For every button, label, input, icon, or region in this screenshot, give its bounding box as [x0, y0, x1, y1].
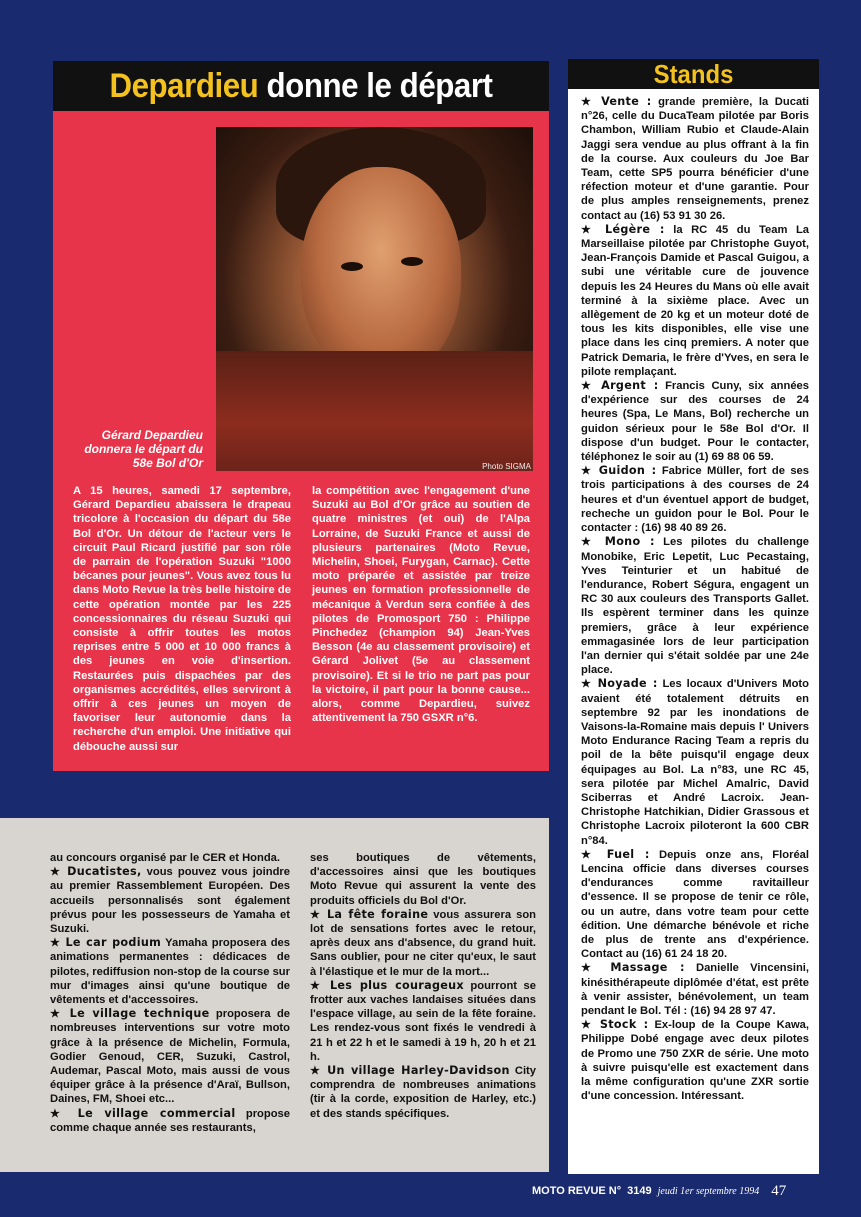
- village-item: ★ Un village Harley-Davidson City comprendra de nombreuses animations (tir à la corde, exposition de Harley, etc.) et des stands spécifiques.: [310, 1064, 536, 1120]
- village-item-text: pourront se frotter aux vaches landaises situées dans l'espace village, au sein de la fête foraine. Les rendez-vous sont fixés le vendredi à 21 h et 22 h et le samedi à 19 h, 20 h et 21 h.: [310, 979, 536, 1063]
- stands-item-text: Depuis onze ans, Floréal Lencina officie dans diverses courses d'endurances comme ravitailleur d'essence. Il se propose de tenir ce rôle, ou un autre, dans votre team pour cette édition. Une démarche bénévole et riche de plus de trente ans d'expérience. Contact au (16) 61 24 18 20.: [581, 848, 809, 961]
- village-item: ★ La fête foraine vous assurera son lot de sensations fortes avec le retour, après deux ans d'absence, du grand huit. Sans oublier, pour ne citer qu'eux, le saut à l'élastique et le mur de la mort...: [310, 907, 536, 978]
- village-item: [310, 851, 536, 908]
- stands-item: ★ Argent : Francis Cuny, six années d'expérience sur des courses de 24 heures (Spa, Le Mans, Bol) recherche un guidon sérieux pour le 58e Bol d'Or. Il dispose d'un budget. Pour le contacter, téléphonez le soir au (1) 69 88 06 59.: [581, 379, 809, 464]
- article-column-2: la compétition avec l'engagement d'une Suzuki au Bol d'Or grâce au soutien de quatre ministres (et oui) de l'Alpa Lorraine, de Suzuki France et aussi de plusieurs partenaires (Moto Revue, Michelin, Shoei, Furygan, Carnac). Cette moto préparée et assistée par treize jeunes en formation professionnelle de mécanique à Verdun sera confiée à des pilotes de Promosport 750 : Philippe Pinchedez (champion 94) Jean-Yves Besson (4e au classement provisoire) et Gérard Jolivet (5e au classement provisoire). Et si le trio ne part pas pour la victoire, il part pour la bonne cause... alors, comme Depardieu, suivez attentivement la 750 GSXR n°6.: [312, 485, 530, 725]
- stands-item-text: Ex-loup de la Coupe Kawa, Philippe Dobé engage avec deux pilotes de Promo une 750 ZXR de série. Une moto à suivre puisqu'elle est exactement dans la même configuration qu'une ZXR sortie d'une concession. Intéressant.: [581, 1019, 809, 1103]
- stands-item: ★ Mono : Les pilotes du challenge Monobike, Eric Lepetit, Luc Pecastaing, Yves Teinturier et un habitué de l'endurance, Robert Ségura, engagent un RC 30 aux couleurs des Transports Gallet. Ils espèrent terminer dans les quinze premiers, grâce à leur expérience emmagasinée lors de leur participation l'an dernier qui s'était soldée par une 24e place.: [581, 535, 809, 677]
- village-item: ★ Le car podium Yamaha proposera des animations permanentes : dédicaces de pilotes, rediffusion non-stop de la course sur mur d'images ainsi qu'une boutique de vêtements et d'accessoires.: [50, 936, 291, 1007]
- stands-item-text: Danielle Vincensini, kinésithérapeute diplômée d'état, est prête à venir assister, bénévolement, un team pendant le Bol. Tél : (16) 94 28 97 47.: [581, 962, 810, 1017]
- stands-title: Stands: [653, 58, 734, 89]
- stands-item: ★ Guidon : Fabrice Müller, fort de ses trois participations à des courses de 24 heures et d'un éventuel apport de budget, recheche un guidon pour le Bol. Pour le contacter : (16) 98 40 89 26.: [581, 464, 809, 535]
- issue-date: jeudi 1er septembre 1994: [657, 1185, 760, 1197]
- village-keyword: Le village commercial: [77, 1106, 236, 1120]
- village-item-text: au concours organisé par le CER et Honda.: [50, 852, 281, 864]
- stands-item-text: Les pilotes du challenge Monobike, Eric Lepetit, Luc Pecastaing, Yves Teinturier et un habitué de l'endurance, Robert Ségura, engagent un RC 30 aux couleurs des Transports Gallet. Ils espèrent terminer dans les quinze premiers, grâce à leur expérience emmagasinée lors de leur participation l'an dernier qui s'était soldée par une 24e place.: [581, 536, 809, 677]
- depardieu-photo: [216, 127, 533, 471]
- photo-caption: Gérard Depardieu donnera le départ du 58e Bol d'Or: [84, 428, 203, 470]
- village-item-text: vous pouvez vous joindre au premier Rassemblement Européen. Des accueils personnalisés sont également prévus pour les possesseurs de Yamaha et Suzuki.: [50, 866, 290, 936]
- village-keyword: Le village technique: [69, 1007, 210, 1021]
- article-title: [73, 61, 529, 111]
- stands-item: ★ Légère : la RC 45 du Team La Marseillaise pilotée par Christophe Guyot, Jean-François Damide et Pascal Guigou, a subi une véritable cure de jouvence depuis les 24 Heures du Mans où elle avait terminé à la sixième place. Avec un allègement de 20 kg et un moteur doté de tous les kits disponibles, elle vise une place dans les cinq premiers. A noter que Patrick Demaria, le frère d'Yves, en sera le pilote remplaçant.: [581, 222, 810, 378]
- village-keyword: Un village Harley-Davidson: [327, 1064, 510, 1078]
- village-item: [50, 851, 290, 865]
- stands-item: ★ Stock : Ex-loup de la Coupe Kawa, Philippe Dobé engage avec deux pilotes de Promo une 750 ZXR de série. Une moto à suivre puisqu'elle est exactement dans la même configuration qu'une ZXR sortie d'une concession. Intéressant.: [581, 1018, 809, 1103]
- page-number: 47: [771, 1182, 787, 1199]
- magazine-name: MOTO REVUE N°: [532, 1185, 622, 1197]
- village-item: ★ Ducatistes, vous pouvez vous joindre au premier Rassemblement Européen. Des accueils personnalisés sont également prévus pour les possesseurs de Yamaha et Suzuki.: [50, 865, 290, 936]
- village-item-text: propose comme chaque année ses restaurants,: [50, 1107, 290, 1134]
- title-highlight: Depardieu: [109, 66, 259, 105]
- village-item-text: ses boutiques de vêtements, d'accessoires ainsi que les boutiques Moto Revue qui assurent la vente des produits officiels du Bol d'Or.: [310, 852, 536, 907]
- village-keyword: La fête foraine: [327, 907, 429, 921]
- article-column-1: A 15 heures, samedi 17 septembre, Gérard Depardieu abaissera le drapeau tricolore à l'occasion du départ du 58e Bol d'Or. Un détour de l'acteur vers le circuit Paul Ricard justifié par son rôle de parrain de l'opération Suzuki "1000 bécanes pour jeunes". Vous avez tous lu dans Moto Revue la très belle histoire de cette opération montée par les 225 concessionnaires du réseau Suzuki qui consiste à offrir toutes les motos reprises entre 5 000 et 10 000 francs à des jeunes en voie d'insertion. Restaurées puis dispachées par des organismes accrédités, elles serviront à offrir à ces jeunes un moyen de favoriser leur autonomie dans la recherche d'un emploi. Une initiative qui débouche aussi sur: [73, 485, 291, 753]
- stands-item: ★ Vente : grande première, la Ducati n°26, celle du DucaTeam pilotée par Boris Chambon, William Rubio et Claude-Alain Jaggi sera vendue au plus offrant à la fin de la course. Aux couleurs du Joe Bar Team, cette SP5 pourra bénéficier d'une réfection moteur et d'une garantie. Pour de plus amples renseignements, prenez contact au (16) 53 91 30 26.: [581, 95, 809, 222]
- village-item: ★ Le village commercial propose comme chaque année ses restaurants,: [50, 1106, 290, 1134]
- stands-keyword: Stock :: [599, 1018, 649, 1032]
- issue-number: 3149: [627, 1185, 652, 1197]
- village-item-text: City comprendra de nombreuses animations (tir à la corde, exposition de Harley, etc.) et des stands spécifiques.: [310, 1065, 536, 1120]
- village-item: ★ Les plus courageux pourront se frotter aux vaches landaises situées dans l'espace village, au sein de la fête foraine. Les rendez-vous sont fixés le vendredi à 21 h et 22 h et le samedi à 19 h, 20 h et 21 h.: [310, 978, 536, 1063]
- village-item: ★ Le village technique proposera de nombreuses interventions sur votre moto grâce à la présence de Michelin, Formula, Godier Genoud, CER, Suzuki, Castrol, Audemar, Pascal Moto, mais aussi de vous équiper grâce à la présence d'Araï, Bullson, Daines, FM, Shoei etc...: [50, 1007, 291, 1106]
- stands-item-text: grande première, la Ducati n°26, celle du DucaTeam pilotée par Boris Chambon, William Rubio et Claude-Alain Jaggi sera vendue au plus offrant à la fin de la course. Aux couleurs du Joe Bar Team, cette SP5 pourra bénéficier d'une réfection moteur et d'une garantie. Pour de plus amples renseignements, prenez contact au (16) 53 91 30 26.: [581, 96, 809, 222]
- village-column-2: [310, 851, 536, 1121]
- stands-item-text: Les locaux d'Univers Moto avaient été totalement détruits en septembre 92 par les inondations de Vaisons-la-Romaine mais depuis l' Univers Moto Endurance Racing Team a repris du poil de la bête puisqu'il engage deux équipages au Bol. La n°83, une RC 45, sera pilotée par Michel Amalric, David Sciberras et André Lacroix. Jean-Christophe Hatchikian, Didier Grassous et Christophe Lacroix piloteront la 600 CBR n°84.: [581, 678, 809, 847]
- stands-keyword: Légère :: [605, 222, 665, 236]
- photo-credit: Photo SIGMA: [482, 462, 531, 471]
- stands-keyword: Guidon :: [598, 464, 657, 478]
- stands-item: ★ Noyade : Les locaux d'Univers Moto avaient été totalement détruits en septembre 92 par les inondations de Vaisons-la-Romaine mais depuis l' Univers Moto Endurance Racing Team a repris du poil de la bête puisqu'il engage deux équipages au Bol. La n°83, une RC 45, sera pilotée par Michel Amalric, David Sciberras et André Lacroix. Jean-Christophe Hatchikian, Didier Grassous et Christophe Lacroix piloteront la 600 CBR n°84.: [581, 677, 809, 847]
- stands-item-text: la RC 45 du Team La Marseillaise pilotée par Christophe Guyot, Jean-François Damide et Pascal Guigou, a subi une véritable cure de jouvence depuis les 24 Heures du Mans où elle avait terminé à la sixième place. Avec un allègement de 20 kg et un moteur doté de tous les kits disponibles, elle vise une place dans les cinq premiers. A noter que Patrick Demaria, le frère d'Yves, en sera le pilote remplaçant.: [581, 223, 810, 378]
- stands-item-text: Fabrice Müller, fort de ses trois participations à des courses de 24 heures et d'un éventuel apport de budget, recheche un guidon pour le Bol. Pour le contacter : (16) 98 40 89 26.: [581, 465, 809, 535]
- stands-keyword: Mono :: [604, 535, 655, 549]
- stands-keyword: Argent :: [601, 379, 659, 393]
- stands-text: [581, 95, 809, 1103]
- stands-item: ★ Massage : Danielle Vincensini, kinésithérapeute diplômée d'état, est prête à venir assister, bénévolement, un team pendant le Bol. Tél : (16) 94 28 97 47.: [581, 961, 810, 1017]
- village-item-text: Yamaha proposera des animations permanentes : dédicaces de pilotes, rediffusion non-stop de la course sur mur d'images ainsi qu'une boutique de vêtements et d'accessoires.: [50, 937, 291, 1007]
- village-keyword: Le car podium: [65, 936, 162, 950]
- stands-keyword: Vente :: [601, 95, 652, 108]
- stands-item: ★ Fuel : Depuis onze ans, Floréal Lencina officie dans diverses courses d'endurances comme ravitailleur d'essence. Il se propose de tenir ce rôle, ou un autre, dans votre team pour cette édition. Une démarche bénévole et riche de plus de trente ans d'expérience. Contact au (16) 61 24 18 20.: [581, 847, 809, 961]
- village-item-text: vous assurera son lot de sensations fortes avec le retour, après deux ans d'absence, du grand huit. Sans oublier, pour ne citer qu'eux, le saut à l'élastique et le mur de la mort...: [310, 908, 536, 978]
- page-footer: [532, 1181, 822, 1201]
- title-rest: donne le départ: [258, 66, 493, 105]
- stands-keyword: Massage :: [610, 961, 685, 975]
- stands-item-text: Francis Cuny, six années d'expérience sur des courses de 24 heures (Spa, Le Mans, Bol) recherche un guidon sérieux pour le 58e Bol d'Or. Il dispose d'un budget. Pour le contacter, téléphonez le soir au (1) 69 88 06 59.: [581, 380, 809, 464]
- village-keyword: Les plus courageux: [329, 978, 464, 992]
- village-column-1: [50, 851, 290, 1135]
- village-keyword: Ducatistes,: [67, 865, 142, 879]
- stands-keyword: Noyade :: [597, 677, 658, 691]
- stands-keyword: Fuel :: [606, 847, 650, 861]
- village-item-text: proposera de nombreuses interventions sur votre moto grâce à la présence de Michelin, Formula, Godier Genoud, CER, Suzuki, Castrol, Audemar, Pascal Moto, mais aussi de vous équiper grâce à la présence d'Araï, Bullson, Daines, FM, Shoei etc...: [50, 1008, 291, 1106]
